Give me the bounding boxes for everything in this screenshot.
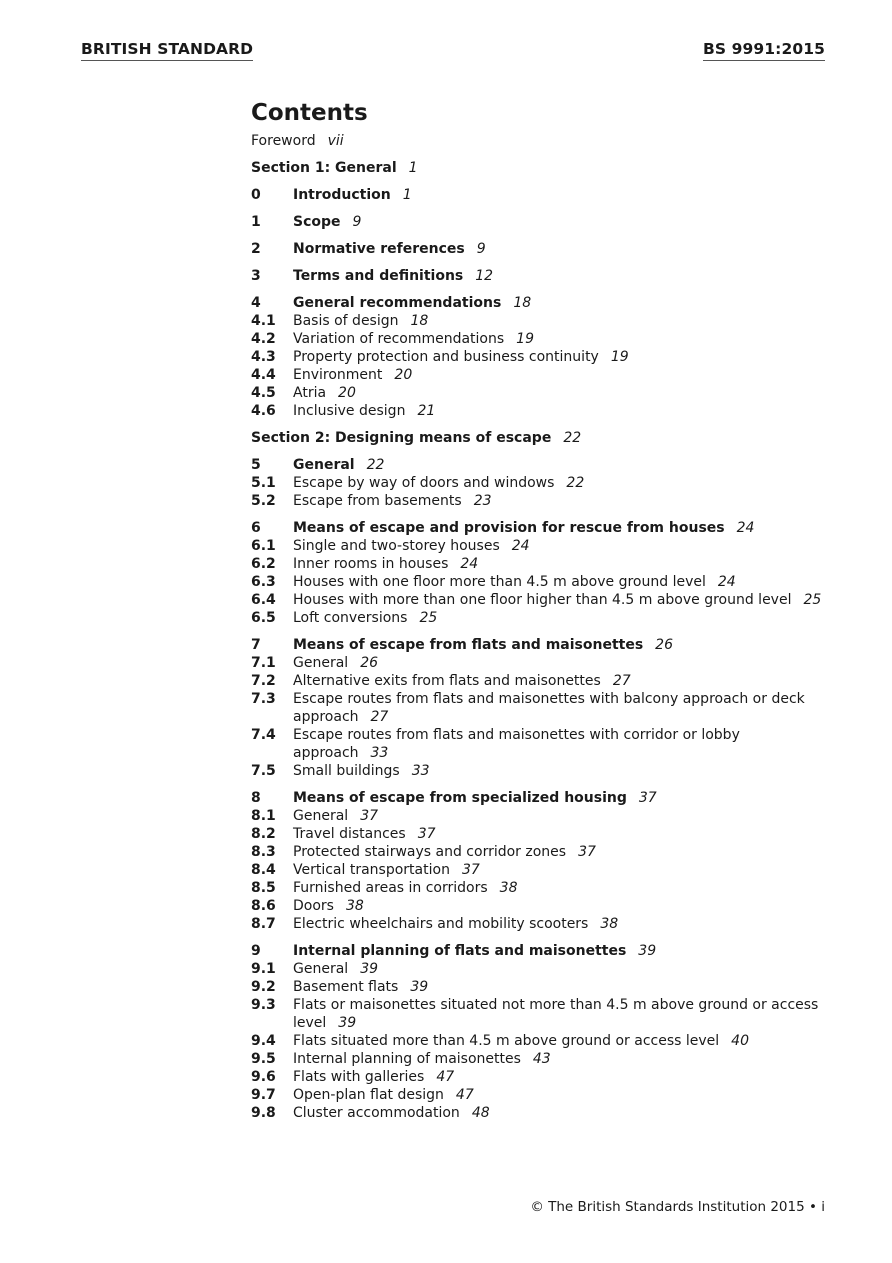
toc-entry[interactable]: [251, 294, 831, 312]
toc-entry-title: Inner rooms in houses: [293, 556, 449, 572]
toc-group: [251, 132, 831, 150]
toc-entry[interactable]: [251, 960, 831, 978]
toc-entry-title: Escape by way of doors and windows: [293, 475, 555, 491]
toc-entry-page: 27: [612, 673, 631, 689]
toc-entry[interactable]: [251, 213, 831, 231]
toc-entry-page: 33: [370, 745, 389, 761]
toc-entry[interactable]: [251, 456, 831, 474]
toc-entry[interactable]: [251, 366, 831, 384]
toc-entry-page: 20: [338, 385, 356, 401]
toc-entry-number: 9.4: [251, 1033, 276, 1049]
toc-entry-page: 26: [360, 655, 379, 671]
toc-entry[interactable]: [251, 942, 831, 960]
toc-entry-title: Foreword: [251, 133, 316, 149]
contents-title: Contents: [251, 100, 368, 126]
toc-entry-number: 7.5: [251, 763, 276, 779]
toc-entry-page: 37: [417, 826, 436, 842]
toc-entry-number: 6.2: [251, 556, 276, 572]
toc-entry[interactable]: [251, 843, 831, 861]
toc-entry-title: Property protection and business continuity: [293, 349, 599, 365]
toc-entry-title: Section 2: Designing means of escape: [251, 430, 552, 446]
toc-group: [251, 213, 831, 231]
toc-entry-page: 19: [516, 331, 534, 347]
toc-entry-page: vii: [327, 133, 344, 149]
toc-entry[interactable]: [251, 1086, 831, 1104]
toc-entry[interactable]: [251, 186, 831, 204]
toc-entry-title: Internal planning of flats and maisonettes: [293, 943, 627, 959]
toc-entry-title: General: [293, 457, 355, 473]
toc-entry-title: Flats or maisonettes situated not more than 4.5 m above ground or access level: [293, 997, 819, 1031]
toc-entry-number: 9.8: [251, 1105, 276, 1121]
toc-entry-page: 24: [511, 538, 530, 554]
toc-group: [251, 519, 831, 627]
toc-entry-number: 5: [251, 457, 261, 473]
toc-entry-title: Means of escape from flats and maisonettes: [293, 637, 644, 653]
toc-entry-number: 4.5: [251, 385, 276, 401]
toc-entry-number: 6.3: [251, 574, 276, 590]
toc-entry[interactable]: [251, 1050, 831, 1068]
toc-entry-title: Section 1: General: [251, 160, 397, 176]
toc-entry-number: 9.3: [251, 997, 276, 1013]
toc-entry-number: 9.5: [251, 1051, 276, 1067]
toc-group: [251, 294, 831, 420]
toc-entry-number: 4: [251, 295, 261, 311]
toc-entry[interactable]: [251, 555, 831, 573]
toc-entry-title: Normative references: [293, 241, 465, 257]
toc-entry-number: 6.4: [251, 592, 276, 608]
toc-entry-title: Flats situated more than 4.5 m above ground or access level: [293, 1033, 720, 1049]
toc-group: [251, 789, 831, 933]
toc-entry-page: 22: [563, 430, 582, 446]
toc-entry-page: 40: [731, 1033, 749, 1049]
toc-entry[interactable]: [251, 807, 831, 825]
toc-entry-page: 18: [410, 313, 429, 329]
toc-entry-number: 8.2: [251, 826, 276, 842]
toc-entry-number: 4.1: [251, 313, 276, 329]
toc-entry-number: 6: [251, 520, 261, 536]
toc-entry-title: Small buildings: [293, 763, 400, 779]
toc-entry-number: 8.5: [251, 880, 276, 896]
toc-entry-title: Inclusive design: [293, 403, 406, 419]
toc-entry[interactable]: [251, 789, 831, 807]
toc-entry-number: 3: [251, 268, 261, 284]
toc-entry[interactable]: [251, 915, 831, 933]
toc-entry-number: 0: [251, 187, 261, 203]
toc-entry-title: Travel distances: [293, 826, 406, 842]
toc-entry-number: 9.2: [251, 979, 276, 995]
toc-entry-page: 24: [460, 556, 479, 572]
toc-entry[interactable]: [251, 996, 831, 1032]
toc-entry-number: 9.7: [251, 1087, 276, 1103]
toc-entry-page: 21: [417, 403, 436, 419]
toc-entry-number: 4.2: [251, 331, 276, 347]
toc-entry[interactable]: [251, 672, 831, 690]
toc-entry-page: 25: [803, 592, 822, 608]
toc-entry-page: 48: [471, 1105, 490, 1121]
toc-group: [251, 456, 831, 510]
toc-entry-number: 7.3: [251, 691, 276, 707]
toc-entry[interactable]: [251, 726, 831, 762]
toc-entry-page: 43: [532, 1051, 551, 1067]
toc-entry-title: Terms and definitions: [293, 268, 464, 284]
toc-entry-page: 33: [411, 763, 430, 779]
toc-entry-title: General recommendations: [293, 295, 502, 311]
toc-entry-number: 4.4: [251, 367, 276, 383]
toc-entry-page: 9: [352, 214, 362, 230]
toc-entry-number: 7.4: [251, 727, 276, 743]
toc-entry-number: 5.2: [251, 493, 276, 509]
toc-entry-number: 7.1: [251, 655, 276, 671]
toc-section-heading[interactable]: [251, 429, 831, 447]
toc-group: [251, 429, 831, 447]
toc-entry-title: Introduction: [293, 187, 391, 203]
toc-entry-page: 25: [419, 610, 438, 626]
toc-entry-page: 22: [566, 475, 585, 491]
toc-entry-page: 1: [408, 160, 418, 176]
toc-entry-page: 18: [513, 295, 532, 311]
toc-entry-page: 20: [394, 367, 413, 383]
toc-entry-title: Furnished areas in corridors: [293, 880, 488, 896]
toc-section-heading[interactable]: [251, 159, 831, 177]
toc-entry-title: Electric wheelchairs and mobility scooters: [293, 916, 589, 932]
toc-entry-page: 39: [410, 979, 429, 995]
toc-entry[interactable]: [251, 474, 831, 492]
toc-entry-page: 1: [402, 187, 412, 203]
toc-entries: [251, 132, 831, 1122]
toc-group: [251, 186, 831, 204]
toc-group: [251, 942, 831, 1122]
toc-entry-number: 4.3: [251, 349, 276, 365]
toc-entry-page: 39: [360, 961, 379, 977]
toc-entry-title: Open-plan flat design: [293, 1087, 444, 1103]
toc-entry-page: 26: [655, 637, 673, 653]
toc-entry-title: Flats with galleries: [293, 1069, 425, 1085]
toc-entry-page: 24: [717, 574, 736, 590]
toc-entry-page: 22: [366, 457, 385, 473]
toc-entry-page: 38: [499, 880, 518, 896]
toc-entry-title: Variation of recommendations: [293, 331, 505, 347]
toc-group: [251, 240, 831, 258]
toc-entry-title: Cluster accommodation: [293, 1105, 460, 1121]
toc-entry-page: 12: [475, 268, 494, 284]
toc-entry-page: 38: [345, 898, 364, 914]
toc-entry-page: 9: [476, 241, 486, 257]
toc-entry-number: 9.6: [251, 1069, 276, 1085]
toc-entry-number: 8.3: [251, 844, 276, 860]
toc-entry-title: Environment: [293, 367, 383, 383]
toc-entry-title: Loft conversions: [293, 610, 408, 626]
toc-entry[interactable]: [251, 312, 831, 330]
toc-entry-title: Escape routes from flats and maisonettes with corridor or lobby approach: [293, 727, 740, 761]
toc-entry-number: 8.4: [251, 862, 276, 878]
toc-group: [251, 267, 831, 285]
toc-entry-page: 39: [638, 943, 657, 959]
document-category: BRITISH STANDARD: [81, 40, 253, 61]
toc-entry-title: Alternative exits from flats and maisonettes: [293, 673, 601, 689]
toc-entry[interactable]: [251, 825, 831, 843]
toc-entry-title: Doors: [293, 898, 334, 914]
toc-entry[interactable]: [251, 636, 831, 654]
toc-entry-number: 8.7: [251, 916, 276, 932]
toc-entry-page: 24: [736, 520, 755, 536]
toc-entry-title: Escape from basements: [293, 493, 462, 509]
toc-entry[interactable]: [251, 267, 831, 285]
toc-entry-number: 7.2: [251, 673, 276, 689]
toc-entry[interactable]: [251, 573, 831, 591]
toc-entry-title: Means of escape and provision for rescue from houses: [293, 520, 725, 536]
toc-entry[interactable]: [251, 492, 831, 510]
toc-entry[interactable]: [251, 519, 831, 537]
toc-entry-number: 8: [251, 790, 261, 806]
toc-entry-title: Houses with more than one floor higher than 4.5 m above ground level: [293, 592, 792, 608]
toc-entry[interactable]: [251, 762, 831, 780]
toc-entry-title: Basis of design: [293, 313, 399, 329]
toc-entry-page: 19: [610, 349, 629, 365]
toc-entry-title: General: [293, 655, 349, 671]
toc-entry[interactable]: [251, 240, 831, 258]
toc-group: [251, 159, 831, 177]
standard-number: BS 9991:2015: [703, 40, 825, 61]
toc-entry[interactable]: [251, 330, 831, 348]
toc-entry-title: Protected stairways and corridor zones: [293, 844, 567, 860]
toc-entry[interactable]: [251, 879, 831, 897]
toc-entry-page: 27: [370, 709, 389, 725]
toc-entry-page: 37: [461, 862, 480, 878]
toc-entry-page: 47: [436, 1069, 455, 1085]
toc-entry[interactable]: [251, 978, 831, 996]
toc-entry-page: 23: [473, 493, 492, 509]
toc-entry-number: 5.1: [251, 475, 276, 491]
toc-entry-page: 37: [638, 790, 657, 806]
toc-entry-page: 37: [360, 808, 379, 824]
toc-entry[interactable]: [251, 402, 831, 420]
toc-entry-page: 47: [455, 1087, 474, 1103]
toc-entry-page: 37: [578, 844, 596, 860]
toc-entry[interactable]: [251, 609, 831, 627]
page-footer: © The British Standards Institution 2015 • i: [530, 1199, 825, 1215]
toc-entry-title: Vertical transportation: [293, 862, 450, 878]
toc-entry-title: General: [293, 961, 349, 977]
toc-entry[interactable]: [251, 537, 831, 555]
toc-entry-title: General: [293, 808, 349, 824]
toc-entry-number: 8.6: [251, 898, 276, 914]
toc-entry-title: Internal planning of maisonettes: [293, 1051, 521, 1067]
toc-entry-title: Escape routes from flats and maisonettes with balcony approach or deck approach: [293, 691, 805, 725]
toc-entry[interactable]: [251, 591, 831, 609]
toc-entry[interactable]: [251, 1068, 831, 1086]
toc-group: [251, 636, 831, 780]
toc-entry-page: 39: [338, 1015, 357, 1031]
toc-entry[interactable]: [251, 1032, 831, 1050]
toc-entry[interactable]: [251, 654, 831, 672]
toc-entry-number: 6.5: [251, 610, 276, 626]
toc-entry-number: 6.1: [251, 538, 276, 554]
toc-entry-title: Means of escape from specialized housing: [293, 790, 627, 806]
toc-entry-page: 38: [600, 916, 619, 932]
toc-entry-title: Single and two-storey houses: [293, 538, 500, 554]
toc-section-heading[interactable]: [251, 132, 831, 150]
toc-entry-title: Houses with one floor more than 4.5 m above ground level: [293, 574, 706, 590]
table-of-contents: [251, 100, 831, 1131]
toc-entry-number: 8.1: [251, 808, 276, 824]
toc-entry-number: 4.6: [251, 403, 276, 419]
toc-entry-title: Basement flats: [293, 979, 399, 995]
toc-entry-number: 9.1: [251, 961, 276, 977]
toc-entry[interactable]: [251, 861, 831, 879]
toc-entry[interactable]: [251, 348, 831, 366]
toc-entry[interactable]: [251, 897, 831, 915]
toc-entry-number: 7: [251, 637, 261, 653]
toc-entry[interactable]: [251, 1104, 831, 1122]
toc-entry-number: 2: [251, 241, 261, 257]
toc-entry-number: 9: [251, 943, 261, 959]
toc-entry[interactable]: [251, 384, 831, 402]
toc-entry-title: Scope: [293, 214, 341, 230]
toc-entry-title: Atria: [293, 385, 327, 401]
toc-entry[interactable]: [251, 690, 831, 726]
toc-entry-number: 1: [251, 214, 261, 230]
